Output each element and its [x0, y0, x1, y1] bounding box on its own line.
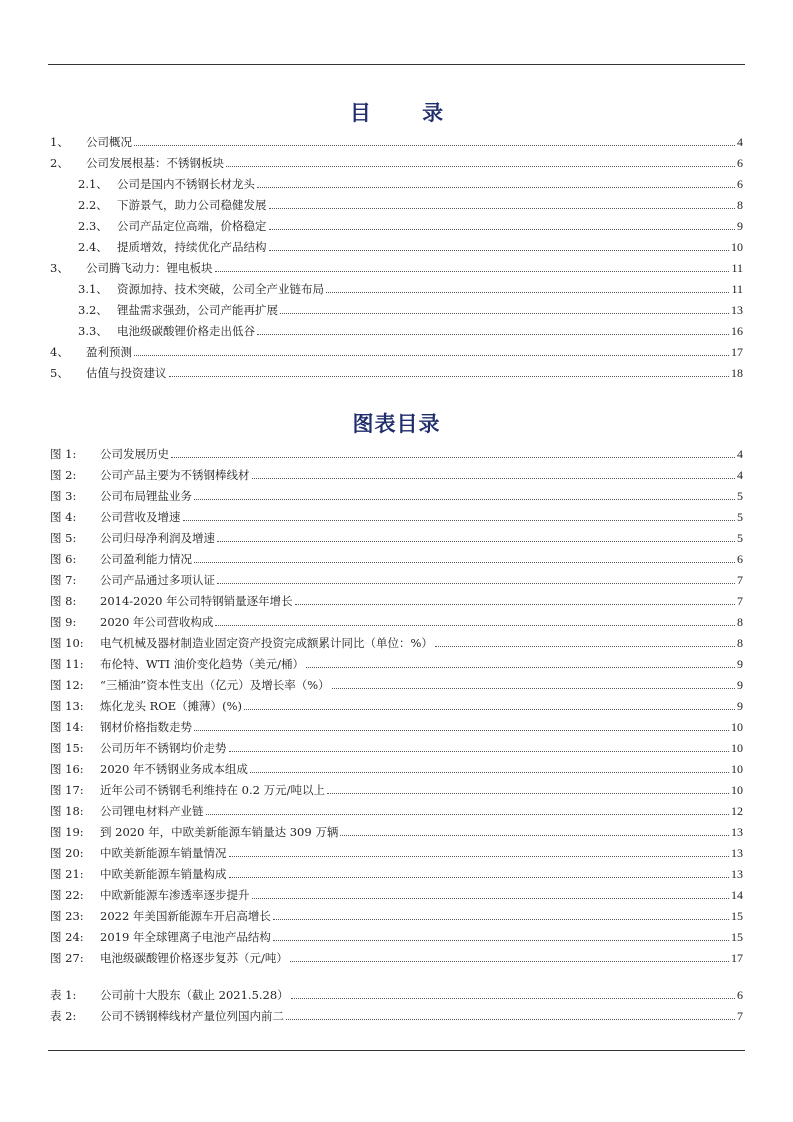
dot-leader — [435, 645, 735, 647]
figure-entry-page: 8 — [737, 636, 743, 650]
table-entry-page: 7 — [737, 1009, 743, 1023]
toc-entry-page: 18 — [731, 366, 743, 380]
toc-entry-page: 16 — [731, 324, 743, 338]
figure-entry-number: 图 2: — [50, 468, 77, 482]
toc-entry-page: 4 — [737, 135, 743, 149]
toc-entry-number: 2.2、 — [78, 198, 108, 212]
toc-entry[interactable] — [50, 275, 743, 296]
toc-entry-number: 4、 — [50, 345, 69, 359]
dot-leader — [273, 939, 729, 941]
dot-leader — [327, 792, 729, 794]
toc-entry-number: 3.3、 — [78, 324, 108, 338]
figure-entry-number: 图 3: — [50, 489, 77, 503]
toc-entry-page: 9 — [737, 219, 743, 233]
toc-entry-page: 11 — [731, 282, 743, 296]
figure-entry-page: 10 — [731, 783, 743, 797]
figure-entry-number: 图 11: — [50, 657, 84, 671]
figure-entry-label: 炼化龙头 ROE（摊薄）(%) — [100, 699, 243, 713]
figure-entry-number: 图 13: — [50, 699, 84, 713]
figure-entry-page: 14 — [731, 888, 743, 902]
toc-entry-number: 1、 — [50, 135, 69, 149]
dot-leader — [280, 312, 729, 314]
figure-entry-number: 图 23: — [50, 909, 84, 923]
figure-entry-number: 图 5: — [50, 531, 77, 545]
figure-entry-label: 布伦特、WTI 油价变化趋势（美元/桶） — [100, 657, 305, 671]
toc-entry-number: 2.3、 — [78, 219, 108, 233]
figure-entry-label: 公司归母净利润及增速 — [100, 531, 215, 545]
toc-entry[interactable] — [50, 254, 743, 275]
toc-entry-label: 公司腾飞动力：锂电板块 — [86, 261, 213, 275]
figure-entry[interactable] — [50, 692, 743, 713]
toc-entry-page: 13 — [731, 303, 743, 317]
figure-entry-number: 图 22: — [50, 888, 84, 902]
figure-entry-page: 17 — [731, 951, 743, 965]
toc-entry-label: 估值与投资建议 — [86, 366, 167, 380]
dot-leader — [229, 855, 730, 857]
figure-entry-number: 图 10: — [50, 636, 84, 650]
figure-entry-label: 公司历年不锈钢均价走势 — [100, 741, 227, 755]
toc-entry-label: 盈利预测 — [86, 345, 132, 359]
toc-entry-page: 8 — [737, 198, 743, 212]
toc-entry[interactable] — [50, 128, 743, 149]
figure-entry-number: 图 14: — [50, 720, 84, 734]
figure-entry-number: 图 6: — [50, 552, 77, 566]
figure-entry-label: 公司布局锂盐业务 — [100, 489, 192, 503]
dot-leader — [332, 687, 735, 689]
figure-entry[interactable] — [50, 797, 743, 818]
dot-leader — [169, 375, 730, 377]
toc-entry-label: 提质增效，持续优化产品结构 — [117, 240, 267, 254]
figure-entry-number: 图 20: — [50, 846, 84, 860]
figure-entry[interactable] — [50, 839, 743, 860]
dot-leader — [134, 144, 735, 146]
dot-leader — [250, 771, 729, 773]
figure-entry[interactable] — [50, 650, 743, 671]
figure-entry[interactable] — [50, 818, 743, 839]
figure-entry-page: 7 — [737, 573, 743, 587]
dot-leader — [244, 708, 735, 710]
dot-leader — [269, 207, 736, 209]
figure-entry[interactable] — [50, 503, 743, 524]
figure-entry-label: 公司营收及增速 — [100, 510, 181, 524]
dot-leader — [229, 750, 730, 752]
figure-entry[interactable] — [50, 734, 743, 755]
dot-leader — [229, 876, 730, 878]
toc-entry-number: 3.2、 — [78, 303, 108, 317]
toc-entry[interactable] — [50, 233, 743, 254]
toc-entry-page: 6 — [737, 156, 743, 170]
figure-entry[interactable] — [50, 545, 743, 566]
figure-entry[interactable] — [50, 713, 743, 734]
figure-entry-page: 5 — [737, 510, 743, 524]
figure-entry-label: 中欧美新能源车销量构成 — [100, 867, 227, 881]
figure-entry[interactable] — [50, 524, 743, 545]
figure-entry[interactable] — [50, 629, 743, 650]
figure-entry-page: 9 — [737, 657, 743, 671]
figure-entry-page: 13 — [731, 867, 743, 881]
footer-rule — [48, 1050, 745, 1051]
figure-entry[interactable] — [50, 881, 743, 902]
figure-entry[interactable] — [50, 944, 743, 965]
figure-entry-number: 图 24: — [50, 930, 84, 944]
toc-entry-label: 公司是国内不锈钢长材龙头 — [117, 177, 255, 191]
figure-entry-page: 10 — [731, 720, 743, 734]
figure-entry[interactable] — [50, 902, 743, 923]
figure-entry-page: 5 — [737, 531, 743, 545]
figure-entry[interactable] — [50, 860, 743, 881]
toc-entry[interactable] — [50, 191, 743, 212]
dot-leader — [217, 540, 735, 542]
toc-entry[interactable] — [50, 212, 743, 233]
figure-entry-label: 2020 年公司营收构成 — [100, 615, 214, 629]
toc-entry-number: 3、 — [50, 261, 69, 275]
toc-entry-label: 公司产品定位高端，价格稳定 — [117, 219, 267, 233]
figure-entry-label: 2019 年全球锂离子电池产品结构 — [100, 930, 271, 944]
figure-entry[interactable] — [50, 566, 743, 587]
toc-entry-number: 2.1、 — [78, 177, 108, 191]
figure-entry-number: 图 4: — [50, 510, 77, 524]
figure-entry-page: 4 — [737, 447, 743, 461]
figure-entry-page: 15 — [731, 930, 743, 944]
dot-leader — [171, 456, 735, 458]
table-entry[interactable] — [50, 1002, 743, 1023]
figure-entry-number: 图 15: — [50, 741, 84, 755]
table-entry-page: 6 — [737, 988, 743, 1002]
figure-entry[interactable] — [50, 608, 743, 629]
toc-entry-page: 17 — [731, 345, 743, 359]
toc-entry-number: 2、 — [50, 156, 69, 170]
figure-entry[interactable] — [50, 461, 743, 482]
dot-leader — [194, 729, 729, 731]
figure-entry-label: 公司发展历史 — [100, 447, 169, 461]
figure-entry[interactable] — [50, 923, 743, 944]
toc-entry[interactable] — [50, 338, 743, 359]
figure-entry-label: 到 2020 年，中欧美新能源车销量达 309 万辆 — [100, 825, 339, 839]
figure-entry-page: 13 — [731, 825, 743, 839]
figure-list-title: 图表目录 — [352, 411, 441, 436]
dot-leader — [273, 918, 729, 920]
figure-entry-page: 7 — [737, 594, 743, 608]
toc-entry-label: 电池级碳酸锂价格走出低谷 — [117, 324, 255, 338]
table-entry[interactable] — [50, 981, 743, 1002]
figure-entry[interactable] — [50, 440, 743, 461]
toc-entry-label: 下游景气，助力公司稳健发展 — [117, 198, 267, 212]
dot-leader — [134, 354, 729, 356]
dot-leader — [252, 897, 730, 899]
toc-entry-page: 6 — [737, 177, 743, 191]
toc-entry-page: 10 — [731, 240, 743, 254]
header-rule — [48, 64, 745, 65]
dot-leader — [194, 498, 735, 500]
figure-entry-label: 2020 年不锈钢业务成本组成 — [100, 762, 248, 776]
toc-entry-label: 锂盐需求强劲，公司产能再扩展 — [117, 303, 278, 317]
figure-entry-label: 2022 年美国新能源车开启高增长 — [100, 909, 271, 923]
figure-entry-label: 中欧新能源车渗透率逐步提升 — [100, 888, 250, 902]
figure-entry-label: 电气机械及器材制造业固定资产投资完成额累计同比（单位：%） — [100, 636, 433, 650]
figure-entry-page: 5 — [737, 489, 743, 503]
figure-entry-number: 图 9: — [50, 615, 77, 629]
toc-entry-number: 5、 — [50, 366, 69, 380]
toc-entry-number: 2.4、 — [78, 240, 108, 254]
toc-entry[interactable] — [50, 359, 743, 380]
toc-entry[interactable] — [50, 170, 743, 191]
dot-leader — [226, 165, 735, 167]
figure-entry-label: 中欧美新能源车销量情况 — [100, 846, 227, 860]
figure-entry-number: 图 16: — [50, 762, 84, 776]
figure-entry-page: 12 — [731, 804, 743, 818]
figure-entry[interactable] — [50, 482, 743, 503]
dot-leader — [306, 666, 735, 668]
toc-entry[interactable] — [50, 149, 743, 170]
figure-entry-number: 图 8: — [50, 594, 77, 608]
table-entry-label: 公司不锈钢棒线材产量位列国内前二 — [100, 1009, 284, 1023]
dot-leader — [194, 561, 735, 563]
figure-entry-page: 6 — [737, 552, 743, 566]
figure-entry-label: 电池级碳酸锂价格逐步复苏（元/吨） — [100, 951, 288, 965]
figure-entry-page: 9 — [737, 678, 743, 692]
dot-leader — [340, 834, 729, 836]
figure-entry[interactable] — [50, 587, 743, 608]
figure-entry-number: 图 7: — [50, 573, 77, 587]
toc-entry-label: 公司发展根基：不锈钢板块 — [86, 156, 224, 170]
figure-entry-page: 8 — [737, 615, 743, 629]
figure-entry-label: 公司锂电材料产业链 — [100, 804, 204, 818]
toc-title: 目 录 — [349, 100, 466, 125]
table-list — [50, 981, 743, 1023]
figure-entry-number: 图 18: — [50, 804, 84, 818]
figure-entry-page: 15 — [731, 909, 743, 923]
toc-list — [50, 128, 743, 380]
table-entry-number: 表 2: — [50, 1009, 77, 1023]
toc-entry-label: 资源加持、技术突破，公司全产业链布局 — [117, 282, 324, 296]
figure-entry-page: 13 — [731, 846, 743, 860]
dot-leader — [252, 477, 736, 479]
dot-leader — [286, 1018, 735, 1020]
figure-entry-number: 图 19: — [50, 825, 84, 839]
figure-entry-label: 公司产品通过多项认证 — [100, 573, 215, 587]
dot-leader — [269, 228, 736, 230]
dot-leader — [295, 603, 735, 605]
figure-entry-label: 钢材价格指数走势 — [100, 720, 192, 734]
figure-entry-number: 图 17: — [50, 783, 84, 797]
figure-entry[interactable] — [50, 776, 743, 797]
figure-entry-label: 近年公司不锈钢毛利维持在 0.2 万元/吨以上 — [100, 783, 325, 797]
dot-leader — [326, 291, 729, 293]
table-entry-label: 公司前十大股东（截止 2021.5.28） — [100, 988, 289, 1002]
figure-entry-page: 10 — [731, 741, 743, 755]
dot-leader — [215, 270, 730, 272]
figure-entry-label: “三桶油”资本性支出（亿元）及增长率（%） — [100, 678, 330, 692]
dot-leader — [217, 582, 735, 584]
figure-entry-page: 10 — [731, 762, 743, 776]
toc-entry[interactable] — [50, 296, 743, 317]
figure-entry-label: 公司盈利能力情况 — [100, 552, 192, 566]
figure-entry-label: 2014-2020 年公司特钢销量逐年增长 — [100, 594, 293, 608]
toc-entry-number: 3.1、 — [78, 282, 108, 296]
dot-leader — [183, 519, 736, 521]
figure-entry-number: 图 1: — [50, 447, 77, 461]
dot-leader — [257, 333, 729, 335]
figure-entry[interactable] — [50, 755, 743, 776]
dot-leader — [290, 960, 729, 962]
toc-entry-label: 公司概况 — [86, 135, 132, 149]
dot-leader — [206, 813, 730, 815]
dot-leader — [257, 186, 735, 188]
figure-list — [50, 440, 743, 965]
figure-entry-number: 图 27: — [50, 951, 84, 965]
figure-entry-number: 图 21: — [50, 867, 84, 881]
toc-entry-page: 11 — [731, 261, 743, 275]
table-entry-number: 表 1: — [50, 988, 77, 1002]
dot-leader — [269, 249, 730, 251]
dot-leader — [291, 997, 735, 999]
toc-entry[interactable] — [50, 317, 743, 338]
figure-entry[interactable] — [50, 671, 743, 692]
dot-leader — [215, 624, 735, 626]
figure-entry-label: 公司产品主要为不锈钢棒线材 — [100, 468, 250, 482]
figure-entry-page: 4 — [737, 468, 743, 482]
figure-entry-number: 图 12: — [50, 678, 84, 692]
figure-entry-page: 9 — [737, 699, 743, 713]
